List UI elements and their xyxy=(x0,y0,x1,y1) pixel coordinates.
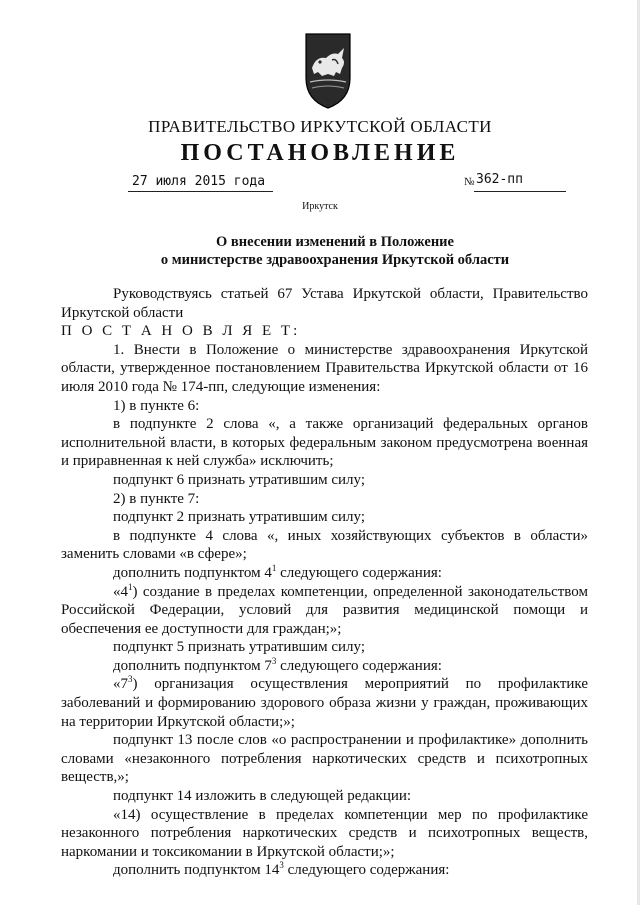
paragraph-text-14: «14) осуществление в пределах компетенции мер по профилактике незаконного потребления наркотических средств и психотропных веществ, наркомании и токсикомании в Иркутской области;»; xyxy=(61,806,588,860)
paragraph-subpoint-2-void: подпункт 2 признать утратившим силу; xyxy=(113,509,365,526)
coat-of-arms-icon xyxy=(298,28,358,110)
document-subject xyxy=(100,233,570,269)
paragraph-preamble: Руководствуясь статьей 67 Устава Иркутской области, Правительство Иркутской области xyxy=(61,286,588,321)
number-sign: № xyxy=(464,176,475,188)
paragraph-subpoint-14-new: подпункт 14 изложить в следующей редакции: xyxy=(113,788,412,805)
paragraph-item-1: 1. Внести в Положение о министерстве здравоохранения Иркутской области, утвержденное постановлением Правительства Иркутской области от 16 июля 2010 года № 174-пп, следующие изменения: xyxy=(61,341,588,395)
document-body xyxy=(61,285,588,880)
paragraph-subpoint-4-change: в подпункте 4 слова «, иных хозяйствующих субъектов в области» заменить словами «в сфере»; xyxy=(61,527,588,563)
paragraph-subpoint-5-void: подпункт 5 признать утратившим силу; xyxy=(113,639,365,656)
date-underline xyxy=(128,191,273,192)
city-name: Иркутск xyxy=(302,201,338,212)
paragraph-text-4-1: «$4^1$) создание в пределах компетенции, определенной законодательством Российской Федерации, условий для развития медицинской помощи и обеспечения ее доступности для граждан;»; xyxy=(61,581,588,637)
paragraph-text-7-3: «$7^3$) организация осуществления мероприятий по профилактике заболеваний и формированию здорового образа жизни у граждан, проживающих на территории Иркутской области;»; xyxy=(61,674,588,730)
subject-line-1: О внесении изменений в Положение xyxy=(216,234,454,250)
document-date: 27 июля 2015 года xyxy=(132,174,266,189)
paragraph-add-7-3: дополнить подпунктом $7^3$ следующего содержания: xyxy=(113,655,442,674)
date-number-row xyxy=(0,172,640,194)
paragraph-subpoint-6-void: подпункт 6 признать утратившим силу; xyxy=(113,471,365,488)
paragraph-add-14-3: дополнить подпунктом $14^3$ следующего содержания: xyxy=(113,860,450,879)
paragraph-subpoint-13-change: подпункт 13 после слов «о распространении и профилактике» дополнить словами «незаконного потребления наркотических средств и психотропных веществ,»; xyxy=(61,732,588,786)
government-name: ПРАВИТЕЛЬСТВО ИРКУТСКОЙ ОБЛАСТИ xyxy=(148,117,492,136)
paragraph-subpoint-2-change: в подпункте 2 слова «, а также организаций федеральных органов исполнительной власти, в которых федеральным законом предусмотрена военная и приравненная к ней служба» исключить; xyxy=(61,416,588,470)
number-underline xyxy=(474,191,566,192)
paragraph-resolves: П О С Т А Н О В Л Я Е Т: xyxy=(61,323,301,340)
document-number: 362-пп xyxy=(476,172,523,187)
document-type-title: ПОСТАНОВЛЕНИЕ xyxy=(180,140,460,166)
paragraph-point-7: 2) в пункте 7: xyxy=(113,490,200,507)
subject-line-2: о министерстве здравоохранения Иркутской области xyxy=(160,252,510,268)
paragraph-add-4-1: дополнить подпунктом $4^1$ следующего содержания: xyxy=(113,562,442,581)
paragraph-point-6: 1) в пункте 6: xyxy=(113,397,200,414)
